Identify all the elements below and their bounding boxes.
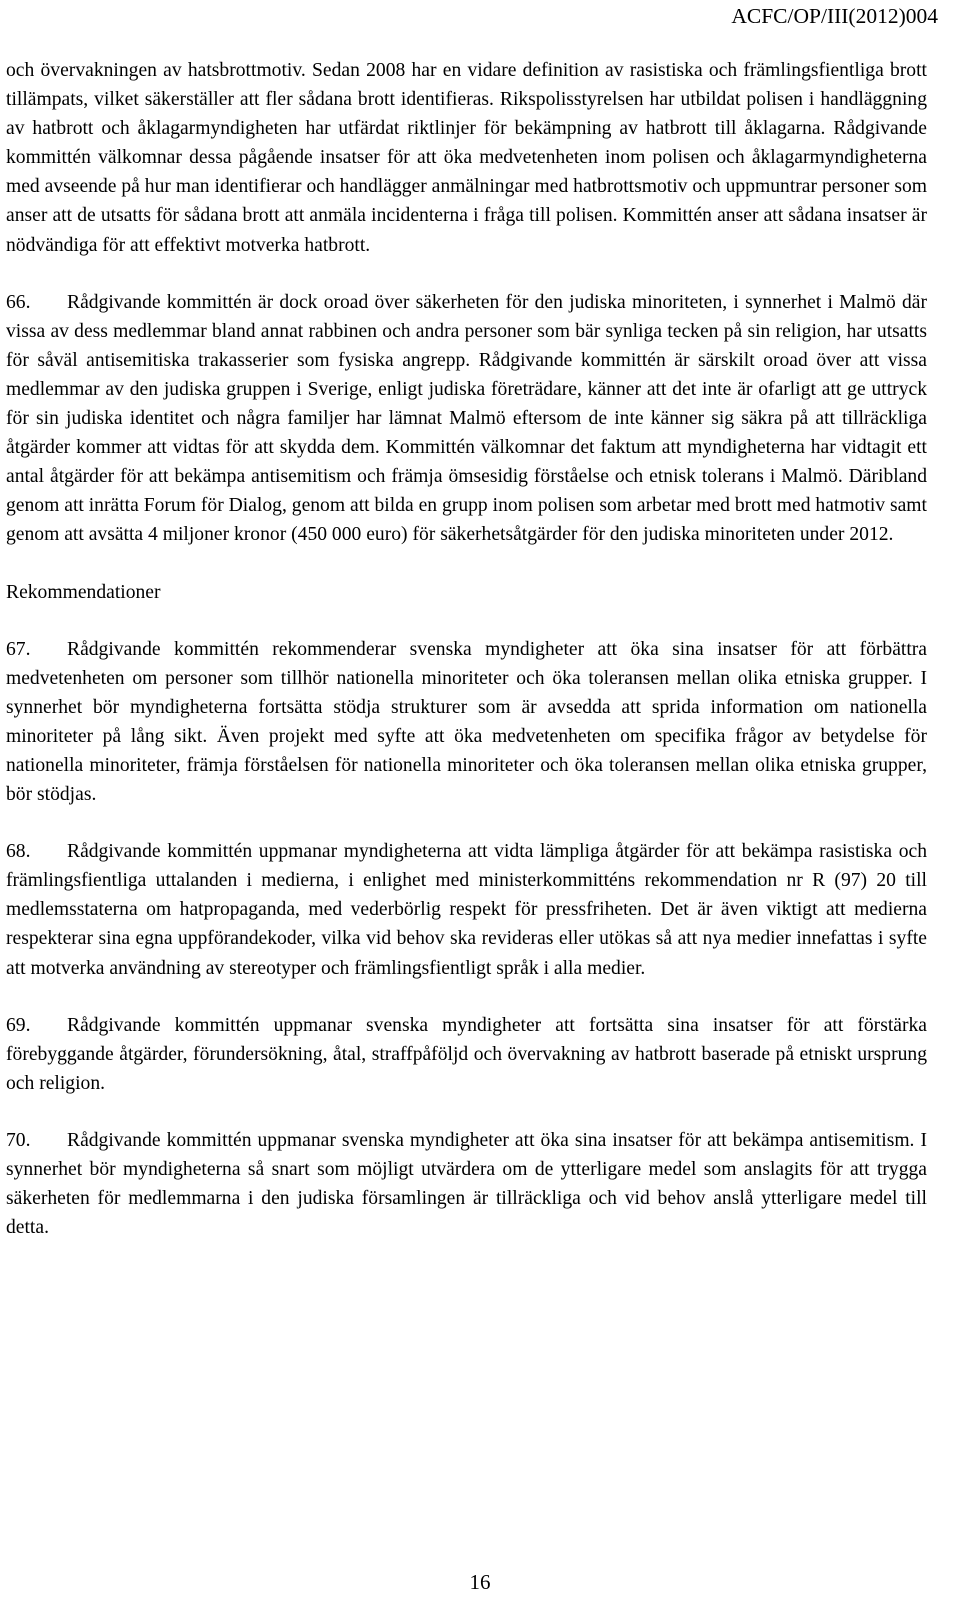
paragraph-number: 67.	[6, 638, 31, 660]
paragraph-number: 70.	[6, 1129, 31, 1151]
paragraph-number: 68.	[6, 841, 31, 863]
paragraph-text: och övervakningen av hatsbrottmotiv. Sedan 2008 har en vidare definition av rasistiska och främlingsfientliga brott tillämpats, vilket säkerställer att fler sådana brott identifieras. Rikspolisstyrelsen har utbildat polisen i handläggning av hatbrott och åklagarmyndigheten har utfärdat riktlinjer för bekämpning av hatbrott till åklagarna. Rådgivande kommittén välkomnar dessa pågående insatser för att öka medvetenheten inom polisen och åklagarmyndigheterna med avseende på hur man identifierar och handlägger anmälningar med hatbrottsmotiv och uppmuntrar personer som anser att de utsatts för sådana brott att anmäla incidenterna i fråga till polisen. Kommittén anser att sådana insatser är nödvändiga för att effektivt motverka hatbrott.	[6, 60, 927, 256]
recommendation-67	[6, 635, 927, 810]
paragraph-text: Rådgivande kommittén uppmanar svenska myndigheter att fortsätta sina insatser för att förstärka förebyggande åtgärder, förundersökning, åtal, straffpåföljd och övervakning av hatbrott baserade på etniskt ursprung och religion.	[6, 1014, 927, 1094]
recommendation-69	[6, 1011, 927, 1098]
paragraph-text: Rådgivande kommittén uppmanar svenska myndigheter att öka sina insatser för att bekämpa antisemitism. I synnerhet bör myndigheterna så snart som möjligt utvärdera om de ytterligare medel som anslagits för att trygga säkerheten för medlemmarna i den judiska församlingen är tillräckliga och vid behov anslå ytterligare medel till detta.	[6, 1129, 927, 1239]
paragraph-number: 66.	[6, 291, 31, 313]
page-number: 16	[469, 1570, 491, 1594]
section-heading: Rekommendationer	[6, 581, 161, 603]
paragraph-text: Rådgivande kommittén uppmanar myndigheterna att vidta lämpliga åtgärder för att bekämpa rasistiska och främlingsfientliga uttalanden i medierna, i enlighet med ministerkommitténs rekommendation nr R (97) 20 till medlemsstaterna om hatpropaganda, med vederbörlig respekt för pressfriheten. Det är även viktigt att medierna respekterar sina egna uppförandekoder, vilka vid behov ska revideras eller utökas så att nya medier innefattas i syfte att motverka användning av stereotyper och främlingsfientligt språk i alla medier.	[6, 841, 927, 979]
paragraph-text: Rådgivande kommittén är dock oroad över säkerheten för den judiska minoriteten, i synnerhet i Malmö där vissa av dess medlemmar bland annat rabbinen och andra personer som bär synliga tecken på sin religion, har utsatts för såväl antisemitiska trakasserier som fysiska angrepp. Rådgivande kommittén är särskilt oroad över att vissa medlemmar av den judiska gruppen i Sverige, enligt judiska företrädare, känner att det inte är ofarligt att ge uttryck för sin judiska identitet och några familjer har lämnat Malmö eftersom de inte känner sig säkra på att tillräckliga åtgärder kommer att vidtas för att skydda dem. Kommittén välkomnar det faktum att myndigheterna har vidtagit ett antal åtgärder för att bekämpa antisemitism och främja ömsesidig förståelse och etnisk tolerans i Malmö. Däribland genom att inrätta Forum för Dialog, genom att bilda en grupp inom polisen som arbetar med brott med hatmotiv samt genom att avsätta 4 miljoner kronor (450 000 euro) för säkerhetsåtgärder för den judiska minoriteten under 2012.	[6, 291, 927, 546]
document-body	[6, 56, 927, 1270]
recommendation-68	[6, 837, 927, 982]
paragraph-66	[6, 288, 927, 550]
document-reference: ACFC/OP/III(2012)004	[731, 4, 938, 28]
paragraph-continued	[6, 56, 927, 260]
recommendation-70	[6, 1126, 927, 1242]
paragraph-text: Rådgivande kommittén rekommenderar svenska myndigheter att öka sina insatser för att förbättra medvetenheten om personer som tillhör nationella minoriteter och öka toleransen mellan olika etniska grupper. I synnerhet bör myndigheterna fortsätta stödja strukturer som är avsedda att sprida information om nationella minoriteter på lång sikt. Även projekt med syfte att öka medvetenheten om specifika frågor av betydelse för nationella minoriteter, främja förståelsen för nationella minoriteter och öka toleransen mellan olika etniska grupper, bör stödjas.	[6, 638, 927, 806]
paragraph-number: 69.	[6, 1014, 31, 1036]
